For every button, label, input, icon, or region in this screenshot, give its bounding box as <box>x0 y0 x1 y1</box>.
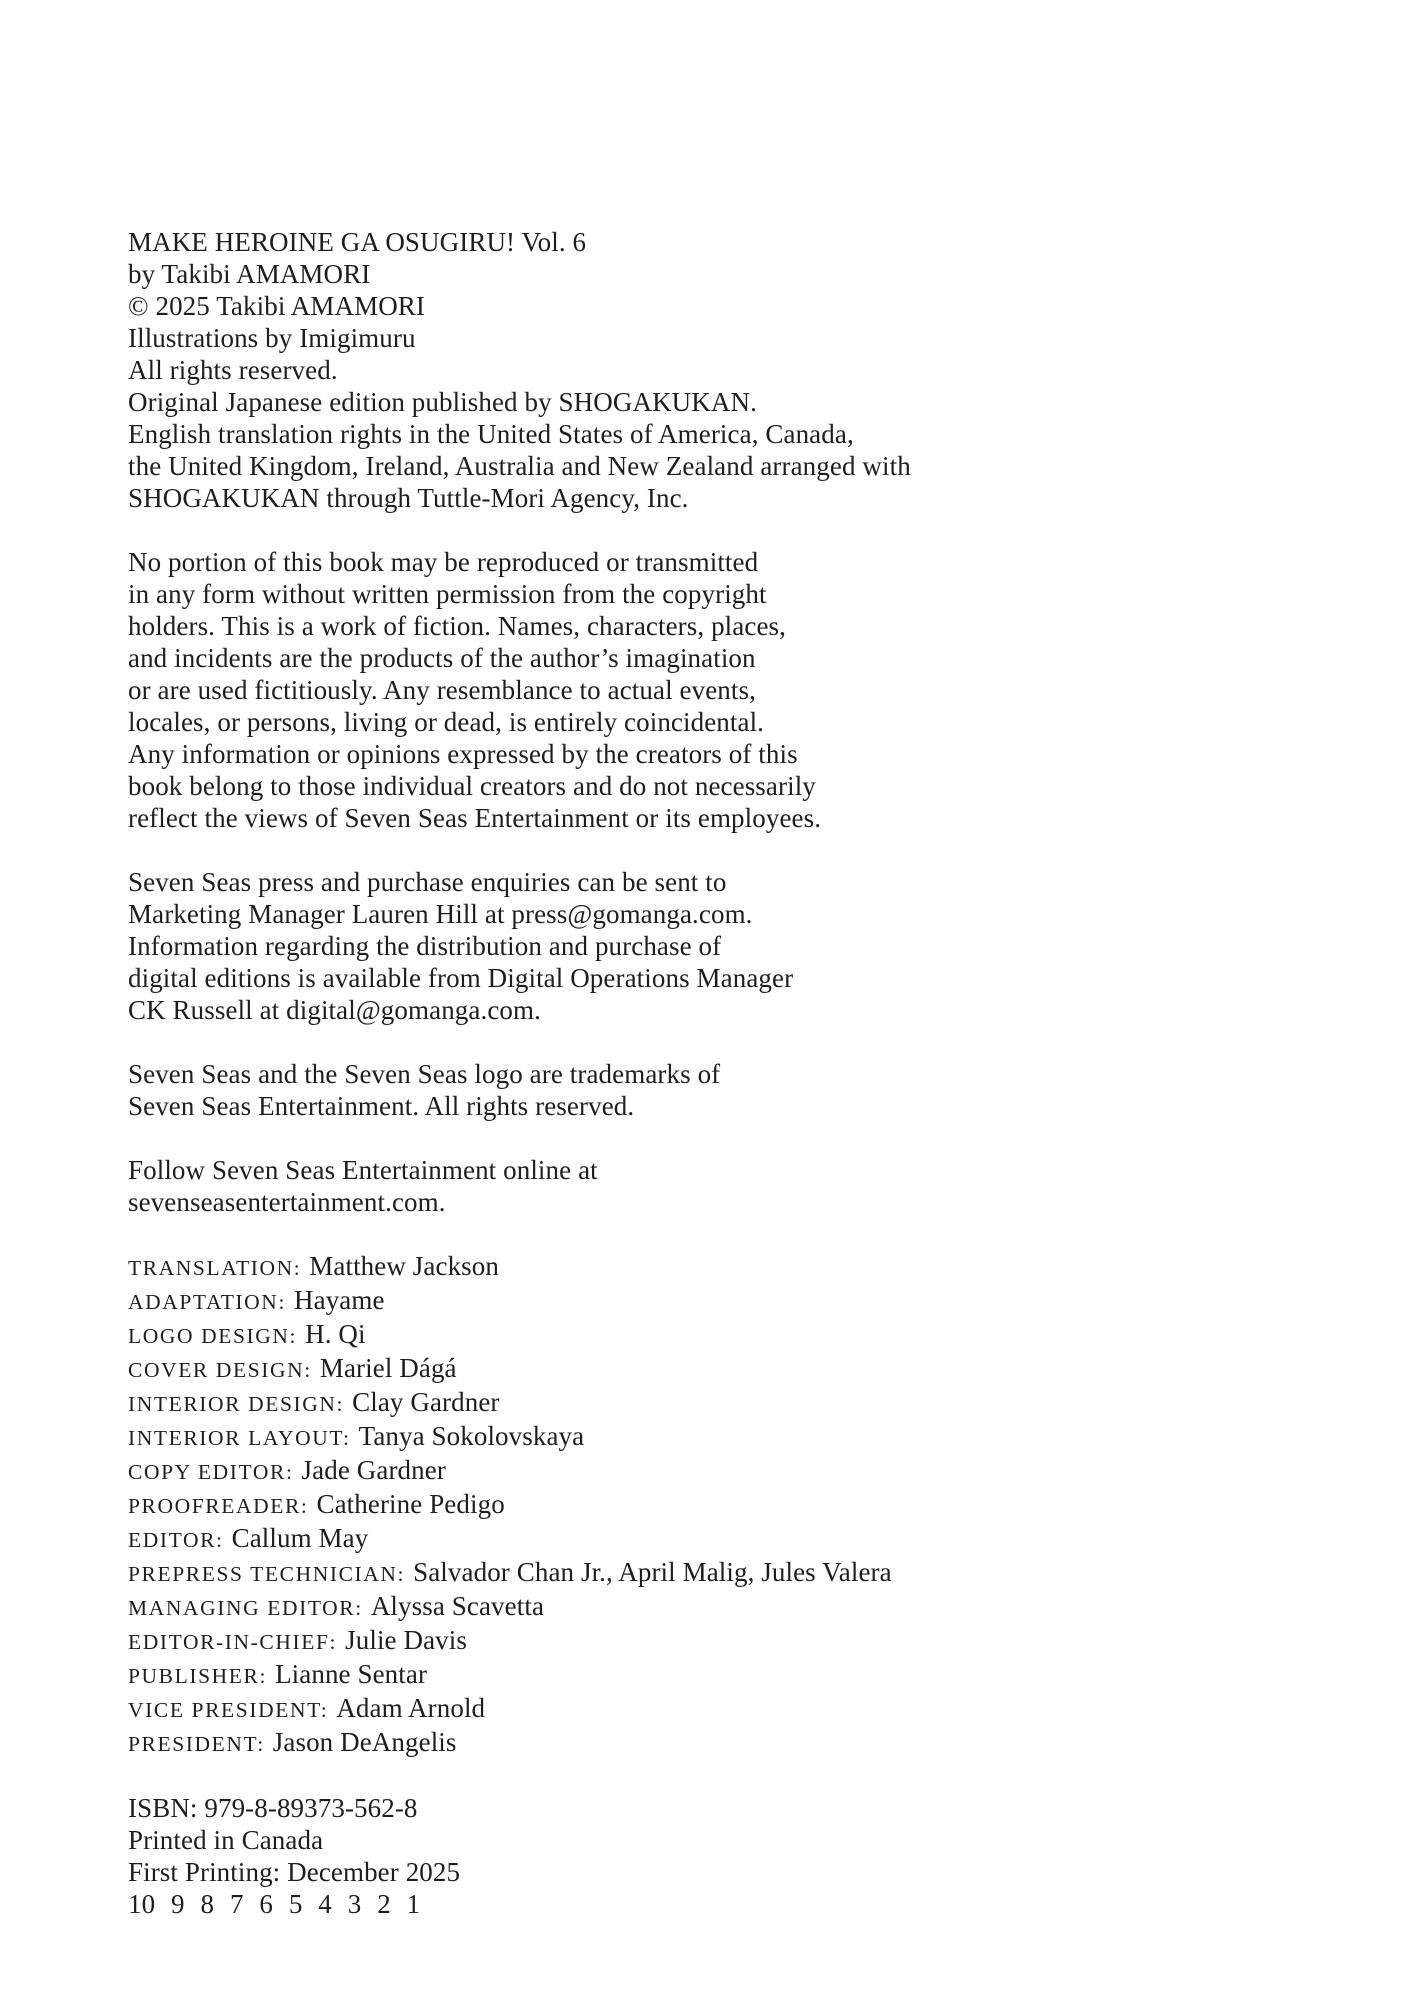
disclaimer-block <box>128 546 1028 834</box>
credit-value: Clay Gardner <box>352 1387 500 1417</box>
colophon-page <box>128 226 1028 1920</box>
credit-value: H. Qi <box>305 1319 366 1349</box>
credit-row-adaptation <box>128 1284 1028 1318</box>
copyright-block <box>128 226 1028 514</box>
first-printing-line: First Printing: December 2025 <box>128 1857 461 1887</box>
isbn-line: ISBN: 979-8-89373-562-8 <box>128 1793 418 1823</box>
print-run-line: 10 9 8 7 6 5 4 3 2 1 <box>128 1889 421 1919</box>
contact-line-digital-email: CK Russell at digital@gomanga.com. <box>128 995 541 1025</box>
disclaimer-line: No portion of this book may be reproduced or transmitted <box>128 547 759 577</box>
copyright-line: © 2025 Takibi AMAMORI <box>128 291 425 321</box>
credit-value: Jade Gardner <box>301 1455 446 1485</box>
follow-line-website: sevenseasentertainment.com. <box>128 1187 446 1217</box>
credit-row-translation <box>128 1250 1028 1284</box>
credit-label: INTERIOR LAYOUT: <box>128 1426 351 1450</box>
credit-row-interior-design <box>128 1386 1028 1420</box>
translation-rights-line: English translation rights in the United States of America, Canada, <box>128 419 854 449</box>
follow-block <box>128 1154 1028 1218</box>
credit-label: MANAGING EDITOR: <box>128 1596 363 1620</box>
disclaimer-line: holders. This is a work of fiction. Names, characters, places, <box>128 611 786 641</box>
credit-row-interior-layout <box>128 1420 1028 1454</box>
credit-row-cover-design <box>128 1352 1028 1386</box>
contact-line: Information regarding the distribution and purchase of <box>128 931 722 961</box>
book-title-line: MAKE HEROINE GA OSUGIRU! Vol. 6 <box>128 227 587 257</box>
credit-value: Mariel Dágá <box>319 1353 457 1383</box>
contact-line-press-email: Marketing Manager Lauren Hill at press@gomanga.com. <box>128 899 753 929</box>
print-info-block <box>128 1792 1028 1920</box>
credit-label: ADAPTATION: <box>128 1290 287 1314</box>
trademark-line: Seven Seas Entertainment. All rights reserved. <box>128 1091 635 1121</box>
credit-row-prepress-technician <box>128 1556 1028 1590</box>
contact-line: Seven Seas press and purchase enquiries can be sent to <box>128 867 727 897</box>
credit-value: Tanya Sokolovskaya <box>358 1421 585 1451</box>
trademark-line: Seven Seas and the Seven Seas logo are trademarks of <box>128 1059 721 1089</box>
credit-row-logo-design <box>128 1318 1028 1352</box>
credit-label: EDITOR: <box>128 1528 224 1552</box>
credit-label: PREPRESS TECHNICIAN: <box>128 1562 406 1586</box>
credit-value: Callum May <box>231 1523 369 1553</box>
rights-reserved-line: All rights reserved. <box>128 355 338 385</box>
credit-value: Jason DeAngelis <box>272 1727 457 1757</box>
credit-label: PRESIDENT: <box>128 1732 265 1756</box>
credit-row-editor-in-chief <box>128 1624 1028 1658</box>
credit-value: Lianne Sentar <box>275 1659 428 1689</box>
disclaimer-line: book belong to those individual creators and do not necessarily <box>128 771 816 801</box>
credit-label: INTERIOR DESIGN: <box>128 1392 345 1416</box>
credit-value: Alyssa Scavetta <box>370 1591 545 1621</box>
credit-row-editor <box>128 1522 1028 1556</box>
disclaimer-line: in any form without written permission from the copyright <box>128 579 767 609</box>
printed-in-line: Printed in Canada <box>128 1825 324 1855</box>
credit-label: PROOFREADER: <box>128 1494 309 1518</box>
original-edition-line: Original Japanese edition published by SHOGAKUKAN. <box>128 387 757 417</box>
credit-row-copy-editor <box>128 1454 1028 1488</box>
credit-label: LOGO DESIGN: <box>128 1324 298 1348</box>
credit-value: Julie Davis <box>345 1625 467 1655</box>
translation-rights-line: the United Kingdom, Ireland, Australia and New Zealand arranged with <box>128 451 911 481</box>
credit-row-managing-editor <box>128 1590 1028 1624</box>
follow-line: Follow Seven Seas Entertainment online at <box>128 1155 598 1185</box>
disclaimer-line: locales, or persons, living or dead, is entirely coincidental. <box>128 707 765 737</box>
trademark-block <box>128 1058 1028 1122</box>
disclaimer-line: Any information or opinions expressed by the creators of this <box>128 739 798 769</box>
credit-value: Adam Arnold <box>336 1693 486 1723</box>
disclaimer-line: or are used fictitiously. Any resemblance to actual events, <box>128 675 756 705</box>
credit-value: Hayame <box>294 1285 385 1315</box>
credit-value: Matthew Jackson <box>309 1251 499 1281</box>
author-line: by Takibi AMAMORI <box>128 259 371 289</box>
credit-value: Catherine Pedigo <box>316 1489 505 1519</box>
illustrator-line: Illustrations by Imigimuru <box>128 323 416 353</box>
credits-block <box>128 1250 1028 1760</box>
credit-label: EDITOR-IN-CHIEF: <box>128 1630 338 1654</box>
credit-label: COVER DESIGN: <box>128 1358 312 1382</box>
credit-label: COPY EDITOR: <box>128 1460 294 1484</box>
disclaimer-line: reflect the views of Seven Seas Entertainment or its employees. <box>128 803 822 833</box>
translation-rights-line: SHOGAKUKAN through Tuttle-Mori Agency, Inc. <box>128 483 689 513</box>
contact-line: digital editions is available from Digital Operations Manager <box>128 963 794 993</box>
disclaimer-line: and incidents are the products of the author’s imagination <box>128 643 756 673</box>
credit-label: VICE PRESIDENT: <box>128 1698 329 1722</box>
credit-row-vice-president <box>128 1692 1028 1726</box>
credit-row-publisher <box>128 1658 1028 1692</box>
credit-row-president <box>128 1726 1028 1760</box>
credit-label: TRANSLATION: <box>128 1256 302 1280</box>
credit-label: PUBLISHER: <box>128 1664 268 1688</box>
contact-block <box>128 866 1028 1026</box>
credit-value: Salvador Chan Jr., April Malig, Jules Valera <box>413 1557 892 1587</box>
credit-row-proofreader <box>128 1488 1028 1522</box>
